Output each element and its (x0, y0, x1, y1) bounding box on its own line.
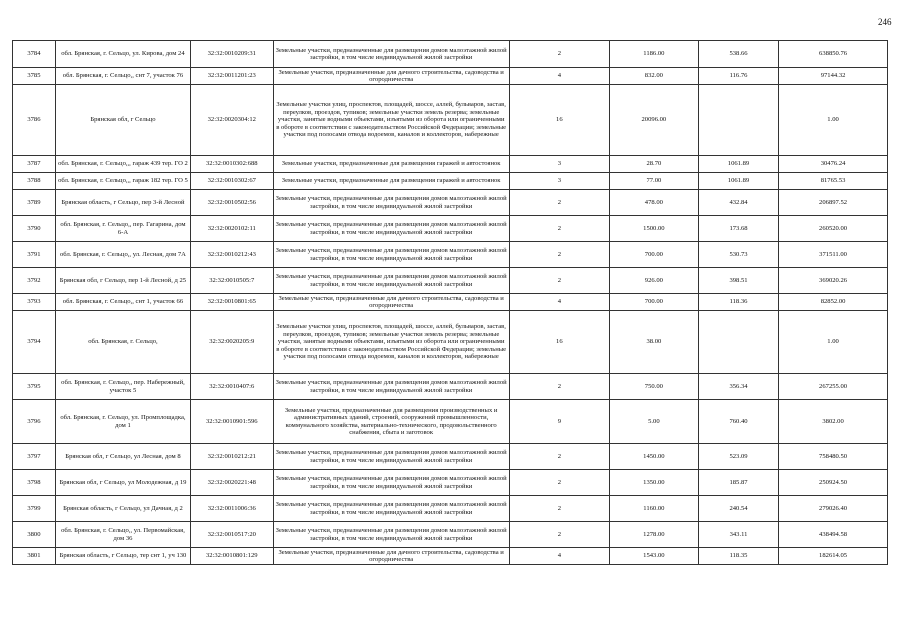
row-number: 3799 (13, 496, 56, 522)
row-address: обл. Брянская, г. Сельцо,, ул. Первомайская, дом 36 (55, 522, 190, 548)
row-unit-price (698, 311, 778, 374)
row-cadastral-number: 32:32:0010302:67 (191, 173, 273, 190)
row-area: 1350.00 (609, 470, 698, 496)
row-area: 700.00 (609, 294, 698, 311)
land-registry-table (12, 40, 888, 565)
row-permitted-use: Земельные участки, предназначенные для размещения домов малоэтажной жилой застройки, в том числе индивидуальной жилой застройки (273, 190, 509, 216)
table-row (13, 470, 888, 496)
row-unit-price: 530.73 (698, 242, 778, 268)
row-number: 3786 (13, 85, 56, 156)
row-permitted-use: Земельные участки, предназначенные для размещения гаражей и автостоянок (273, 156, 509, 173)
row-area: 28.70 (609, 156, 698, 173)
row-use-category: 3 (509, 173, 609, 190)
row-use-category: 16 (509, 85, 609, 156)
row-permitted-use: Земельные участки, предназначенные для размещения домов малоэтажной жилой застройки, в том числе индивидуальной жилой застройки (273, 374, 509, 400)
row-permitted-use: Земельные участки, предназначенные для размещения домов малоэтажной жилой застройки, в том числе индивидуальной жилой застройки (273, 496, 509, 522)
row-address: Брянская обл, г Сельцо (55, 85, 190, 156)
row-unit-price: 523.09 (698, 444, 778, 470)
row-address: обл. Брянская, г. Сельцо,, снт 1, участок 66 (55, 294, 190, 311)
row-permitted-use: Земельные участки, предназначенные для размещения домов малоэтажной жилой застройки, в том числе индивидуальной жилой застройки (273, 268, 509, 294)
row-address: обл. Брянская, г. Сельцо, ул. Промплощадка, дом 1 (55, 400, 190, 444)
row-cadastral-value: 1.00 (779, 85, 888, 156)
row-permitted-use: Земельные участки, предназначенные для размещения домов малоэтажной жилой застройки, в том числе индивидуальной жилой застройки (273, 444, 509, 470)
row-cadastral-number: 32:32:0020102:11 (191, 216, 273, 242)
table-row (13, 444, 888, 470)
table-row (13, 496, 888, 522)
table-row (13, 548, 888, 565)
row-address: обл. Брянская, г. Сельцо, ул. Кирова, дом 24 (55, 41, 190, 68)
row-area: 832.00 (609, 68, 698, 85)
row-area: 38.00 (609, 311, 698, 374)
row-cadastral-number: 32:32:0020304:12 (191, 85, 273, 156)
row-use-category: 16 (509, 311, 609, 374)
table-row (13, 85, 888, 156)
row-cadastral-number: 32:32:0011201:23 (191, 68, 273, 85)
row-unit-price: 118.36 (698, 294, 778, 311)
row-unit-price: 1061.89 (698, 173, 778, 190)
row-permitted-use: Земельные участки, предназначенные для размещения производственных и административных зданий, строений, сооружений промышленности, коммунального хозяйства, материально-технического, продовольственного снабжения, сбыта и заготовок (273, 400, 509, 444)
row-cadastral-value: 206897.52 (779, 190, 888, 216)
table-row (13, 41, 888, 68)
row-cadastral-value: 97144.32 (779, 68, 888, 85)
row-area: 1160.00 (609, 496, 698, 522)
row-use-category: 2 (509, 190, 609, 216)
row-cadastral-value: 250924.50 (779, 470, 888, 496)
row-use-category: 2 (509, 470, 609, 496)
row-unit-price: 185.87 (698, 470, 778, 496)
row-use-category: 2 (509, 444, 609, 470)
row-address: обл. Брянская, г. Сельцо, (55, 311, 190, 374)
table-row (13, 216, 888, 242)
row-cadastral-number: 32:32:0010302:688 (191, 156, 273, 173)
row-cadastral-value: 638850.76 (779, 41, 888, 68)
row-number: 3789 (13, 190, 56, 216)
row-area: 1500.00 (609, 216, 698, 242)
row-use-category: 4 (509, 294, 609, 311)
row-area: 1278.00 (609, 522, 698, 548)
row-number: 3801 (13, 548, 56, 565)
row-cadastral-value: 260520.00 (779, 216, 888, 242)
row-cadastral-value: 279026.40 (779, 496, 888, 522)
row-unit-price: 343.11 (698, 522, 778, 548)
row-address: Брянская обл, г Сельцо, ул Лесная, дом 8 (55, 444, 190, 470)
row-cadastral-value: 438494.58 (779, 522, 888, 548)
row-cadastral-number: 32:32:0020205:9 (191, 311, 273, 374)
table-row (13, 190, 888, 216)
row-cadastral-value: 82852.00 (779, 294, 888, 311)
row-number: 3787 (13, 156, 56, 173)
row-address: обл. Брянская, г. Сельцо,,, гараж 439 тер. ГО 2 (55, 156, 190, 173)
row-area: 1450.00 (609, 444, 698, 470)
row-use-category: 2 (509, 216, 609, 242)
row-number: 3791 (13, 242, 56, 268)
row-permitted-use: Земельные участки, предназначенные для размещения гаражей и автостоянок (273, 173, 509, 190)
row-cadastral-number: 32:32:0010212:43 (191, 242, 273, 268)
row-cadastral-number: 32:32:0010209:31 (191, 41, 273, 68)
row-number: 3800 (13, 522, 56, 548)
row-cadastral-value: 758480.50 (779, 444, 888, 470)
row-use-category: 2 (509, 374, 609, 400)
row-cadastral-number: 32:32:0010502:56 (191, 190, 273, 216)
row-number: 3784 (13, 41, 56, 68)
row-number: 3785 (13, 68, 56, 85)
row-use-category: 2 (509, 522, 609, 548)
row-number: 3797 (13, 444, 56, 470)
row-use-category: 2 (509, 242, 609, 268)
row-address: обл. Брянская, г. Сельцо,, ул. Лесная, дом 7А (55, 242, 190, 268)
table-row (13, 400, 888, 444)
table-row (13, 294, 888, 311)
row-area: 20096.00 (609, 85, 698, 156)
row-area: 77.00 (609, 173, 698, 190)
table-row (13, 374, 888, 400)
row-cadastral-number: 32:32:0010801:65 (191, 294, 273, 311)
row-number: 3794 (13, 311, 56, 374)
row-area: 478.00 (609, 190, 698, 216)
row-number: 3788 (13, 173, 56, 190)
row-cadastral-number: 32:32:0010801:129 (191, 548, 273, 565)
row-cadastral-number: 32:32:0010901:596 (191, 400, 273, 444)
table-row (13, 68, 888, 85)
row-unit-price: 1061.89 (698, 156, 778, 173)
row-number: 3790 (13, 216, 56, 242)
row-cadastral-number: 32:32:0010517:20 (191, 522, 273, 548)
row-unit-price: 240.54 (698, 496, 778, 522)
row-number: 3796 (13, 400, 56, 444)
row-use-category: 3 (509, 156, 609, 173)
row-use-category: 9 (509, 400, 609, 444)
table-row (13, 311, 888, 374)
row-area: 700.00 (609, 242, 698, 268)
row-permitted-use: Земельные участки улиц, проспектов, площадей, шоссе, аллей, бульваров, застав, переулков, проездов, тупиков; земельные участки земель резерва; земельные участки, занятые водными объектами, изъятыми из оборота или ограниченными в обороте в соответствии с законодательством Российской Федерации; земельные участки под полосами отвода водоемов, каналов и коллекторов, набережные (273, 311, 509, 374)
row-unit-price: 538.66 (698, 41, 778, 68)
row-cadastral-number: 32:32:0010212:21 (191, 444, 273, 470)
row-permitted-use: Земельные участки, предназначенные для дачного строительства, садоводства и огородничества (273, 68, 509, 85)
table-row (13, 173, 888, 190)
row-area: 5.00 (609, 400, 698, 444)
row-cadastral-value: 1.00 (779, 311, 888, 374)
row-permitted-use: Земельные участки, предназначенные для размещения домов малоэтажной жилой застройки, в том числе индивидуальной жилой застройки (273, 242, 509, 268)
row-cadastral-value: 81765.53 (779, 173, 888, 190)
row-unit-price: 116.76 (698, 68, 778, 85)
row-cadastral-value: 371511.00 (779, 242, 888, 268)
row-permitted-use: Земельные участки, предназначенные для размещения домов малоэтажной жилой застройки, в том числе индивидуальной жилой застройки (273, 522, 509, 548)
row-cadastral-number: 32:32:0010505:7 (191, 268, 273, 294)
table-row (13, 242, 888, 268)
row-address: обл. Брянская, г. Сельцо,, снт 7, участок 76 (55, 68, 190, 85)
row-unit-price: 398.51 (698, 268, 778, 294)
row-address: Брянская обл, г Сельцо, ул Молодежная, д 19 (55, 470, 190, 496)
row-cadastral-value: 369020.26 (779, 268, 888, 294)
row-number: 3793 (13, 294, 56, 311)
row-number: 3792 (13, 268, 56, 294)
row-use-category: 2 (509, 41, 609, 68)
page-number: 246 (878, 17, 892, 27)
row-area: 1186.00 (609, 41, 698, 68)
row-address: Брянская область, г Сельцо, пер 3-й Лесной (55, 190, 190, 216)
row-use-category: 4 (509, 548, 609, 565)
row-address: обл. Брянская, г. Сельцо,, пер. Гагарина, дом 6-А (55, 216, 190, 242)
row-unit-price: 356.34 (698, 374, 778, 400)
row-permitted-use: Земельные участки улиц, проспектов, площадей, шоссе, аллей, бульваров, застав, переулков, проездов, тупиков; земельные участки земель резерва; земельные участки, занятые водными объектами, изъятыми из оборота или ограниченными в обороте в соответствии с законодательством Российской Федерации; земельные участки под полосами отвода водоемов, каналов и коллекторов, набережные (273, 85, 509, 156)
row-permitted-use: Земельные участки, предназначенные для размещения домов малоэтажной жилой застройки, в том числе индивидуальной жилой застройки (273, 41, 509, 68)
row-cadastral-value: 3802.00 (779, 400, 888, 444)
row-use-category: 4 (509, 68, 609, 85)
row-address: Брянская область, г Сельцо, ул Дачная, д 2 (55, 496, 190, 522)
row-permitted-use: Земельные участки, предназначенные для дачного строительства, садоводства и огородничества (273, 294, 509, 311)
table-row (13, 522, 888, 548)
row-unit-price: 432.84 (698, 190, 778, 216)
table-row (13, 156, 888, 173)
row-cadastral-number: 32:32:0020221:48 (191, 470, 273, 496)
row-address: Брянская обл, г Сельцо, пер 1-й Лесной, д 25 (55, 268, 190, 294)
row-use-category: 2 (509, 496, 609, 522)
row-cadastral-value: 267255.00 (779, 374, 888, 400)
row-cadastral-value: 30476.24 (779, 156, 888, 173)
row-cadastral-number: 32:32:0010407:6 (191, 374, 273, 400)
row-address: обл. Брянская, г. Сельцо,,, гараж 182 тер. ГО 5 (55, 173, 190, 190)
row-address: Брянская область, г Сельцо, тер снт 1, уч 130 (55, 548, 190, 565)
row-permitted-use: Земельные участки, предназначенные для размещения домов малоэтажной жилой застройки, в том числе индивидуальной жилой застройки (273, 216, 509, 242)
row-area: 1543.00 (609, 548, 698, 565)
row-area: 926.00 (609, 268, 698, 294)
row-unit-price: 760.40 (698, 400, 778, 444)
row-address: обл. Брянская, г. Сельцо,, пер. Набережный, участок 5 (55, 374, 190, 400)
row-area: 750.00 (609, 374, 698, 400)
row-unit-price (698, 85, 778, 156)
row-number: 3795 (13, 374, 56, 400)
row-unit-price: 118.35 (698, 548, 778, 565)
row-permitted-use: Земельные участки, предназначенные для дачного строительства, садоводства и огородничества (273, 548, 509, 565)
row-number: 3798 (13, 470, 56, 496)
row-permitted-use: Земельные участки, предназначенные для размещения домов малоэтажной жилой застройки, в том числе индивидуальной жилой застройки (273, 470, 509, 496)
table-row (13, 268, 888, 294)
row-cadastral-number: 32:32:0011006:36 (191, 496, 273, 522)
row-unit-price: 173.68 (698, 216, 778, 242)
row-use-category: 2 (509, 268, 609, 294)
registry-body (13, 41, 888, 565)
row-cadastral-value: 182614.05 (779, 548, 888, 565)
